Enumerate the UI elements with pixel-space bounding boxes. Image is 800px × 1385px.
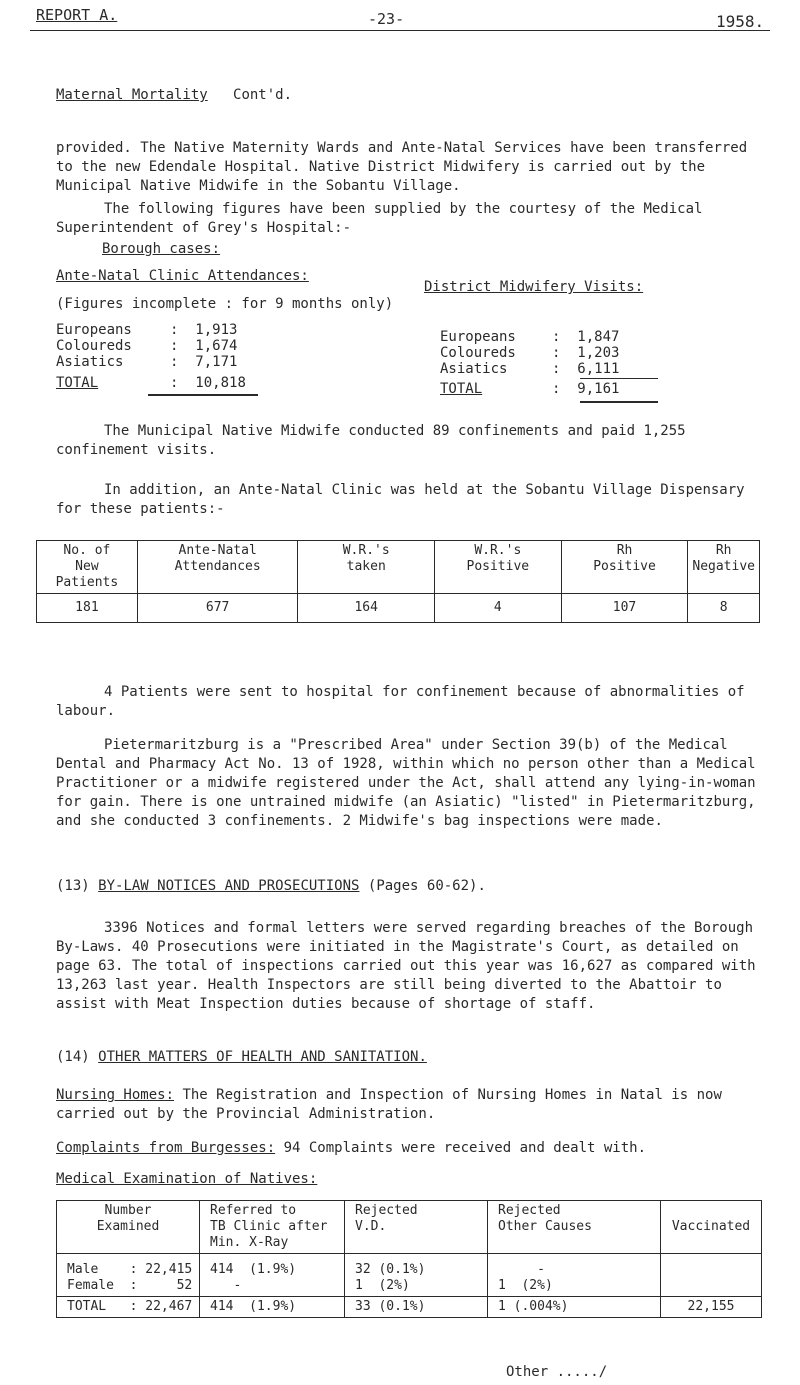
- district-row: Coloureds : 1,203: [440, 345, 620, 361]
- medical-examination-heading: Medical Examination of Natives:: [56, 1171, 318, 1187]
- paragraph-provided: provided. The Native Maternity Wards and Ante-Natal Services have been transferred to the new Edendale Hospital. Native District Midwifery is carried out by the Municipal Native Midwife in the Sobantu Village.: [56, 140, 748, 194]
- paragraph-municipal-midwife: The Municipal Native Midwife conducted 89 confinements and paid 1,255 confinement visits.: [56, 423, 686, 458]
- paragraph-abnormalities: 4 Patients were sent to hospital for confinement because of abnormalities of labour.: [56, 684, 745, 719]
- table-header-cell: No. of New Patients: [37, 541, 138, 594]
- antenatal-row: Coloureds : 1,674: [56, 338, 238, 354]
- table-cell: 107: [561, 594, 688, 623]
- table-header-cell: Rh Positive: [561, 541, 688, 594]
- table-cell: 33 (0.1%): [345, 1297, 488, 1318]
- table-header-cell: Referred to TB Clinic after Min. X-Ray: [200, 1201, 345, 1254]
- table-header-cell: W.R.'s taken: [298, 541, 435, 594]
- table-cell: 8: [688, 594, 760, 623]
- table-header-cell: Rejected V.D.: [345, 1201, 488, 1254]
- report-year: 1958.: [716, 12, 765, 31]
- table-cell: TOTAL : 22,467: [57, 1297, 200, 1318]
- paragraph-nursing-homes: Nursing Homes: The Registration and Inspection of Nursing Homes in Natal is now carried out by the Provincial Administration.: [56, 1087, 722, 1122]
- medical-examination-table: [56, 1200, 762, 1318]
- district-total: TOTAL : 9,161: [440, 381, 620, 397]
- continuation-footnote: Other ...../: [506, 1364, 608, 1380]
- table-header-cell: W.R.'s Positive: [434, 541, 561, 594]
- table-header-cell: Number Examined: [57, 1201, 200, 1254]
- section-heading: [56, 87, 292, 103]
- antenatal-heading: Ante-Natal Clinic Attendances:: [56, 268, 309, 284]
- table-row: [37, 594, 760, 623]
- antenatal-row: Asiatics : 7,171: [56, 354, 238, 370]
- table-cell: 181: [37, 594, 138, 623]
- district-row: Asiatics : 6,111: [440, 361, 620, 377]
- table-header-cell: Rejected Other Causes: [488, 1201, 661, 1254]
- paragraph-figures-intro: The following figures have been supplied by the courtesy of the Medical Superintendent of Grey's Hospital:-: [56, 201, 703, 236]
- table-header-cell: Vaccinated: [661, 1201, 762, 1254]
- antenatal-row: Europeans : 1,913: [56, 322, 238, 338]
- section-heading-suffix: Cont'd.: [233, 87, 293, 103]
- district-sum-rule: [580, 378, 658, 379]
- table-cell: 414 (1.9%) -: [200, 1254, 345, 1297]
- table-cell: [661, 1254, 762, 1297]
- antenatal-total-rule: [148, 394, 258, 396]
- table-cell: 414 (1.9%): [200, 1297, 345, 1318]
- paragraph-complaints: Complaints from Burgesses: 94 Complaints were received and dealt with.: [56, 1140, 647, 1156]
- antenatal-clinic-table: [36, 540, 760, 623]
- antenatal-total: TOTAL : 10,818: [56, 375, 246, 391]
- paragraph-prescribed-area: Pietermaritzburg is a "Prescribed Area" under Section 39(b) of the Medical Dental and Pharmacy Act No. 13 of 1928, within which no person other than a Medical Practitioner or a midwife registered under the Act, shall attend any lying-in-woman for gain. There is one untrained midwife (an Asiatic) "listed" in Pietermaritzburg, and she conducted 3 confinements. 2 Midwife's bag inspections were made.: [56, 737, 756, 829]
- district-heading: District Midwifery Visits:: [424, 279, 644, 295]
- section-14-heading: (14) OTHER MATTERS OF HEALTH AND SANITATION.: [56, 1049, 427, 1065]
- table-cell: 677: [137, 594, 298, 623]
- table-row: [57, 1297, 762, 1318]
- page-number: -23-: [368, 10, 405, 28]
- header-rule: [30, 30, 770, 31]
- paragraph-sobantu-clinic: In addition, an Ante-Natal Clinic was held at the Sobantu Village Dispensary for these patients:-: [56, 482, 745, 517]
- borough-heading: Borough cases:: [102, 241, 221, 257]
- table-cell: 4: [434, 594, 561, 623]
- table-header-cell: Ante-Natal Attendances: [137, 541, 298, 594]
- report-label: REPORT A.: [36, 6, 118, 24]
- table-cell: Male : 22,415 Female : 52: [57, 1254, 200, 1297]
- table-cell: 22,155: [661, 1297, 762, 1318]
- section-13-heading: (13) BY-LAW NOTICES AND PROSECUTIONS (Pages 60-62).: [56, 878, 486, 894]
- district-figures: [440, 329, 619, 377]
- table-header-row: [57, 1201, 762, 1254]
- table-row: [57, 1254, 762, 1297]
- antenatal-note: (Figures incomplete : for 9 months only): [56, 296, 394, 312]
- district-total-rule: [580, 401, 658, 403]
- section-heading-title: Maternal Mortality: [56, 87, 208, 103]
- table-cell: 32 (0.1%) 1 (2%): [345, 1254, 488, 1297]
- table-header-row: [37, 541, 760, 594]
- table-cell: 1 (.004%): [488, 1297, 661, 1318]
- table-cell: - 1 (2%): [488, 1254, 661, 1297]
- table-cell: 164: [298, 594, 435, 623]
- district-row: Europeans : 1,847: [440, 329, 620, 345]
- antenatal-figures: [56, 322, 237, 370]
- table-header-cell: Rh Negative: [688, 541, 760, 594]
- paragraph-bylaw-notices: 3396 Notices and formal letters were served regarding breaches of the Borough By-Laws. 40 Prosecutions were initiated in the Magistrate's Court, as detailed on page 63. The total of inspections carried out this year was 16,627 as compared with 13,263 last year. Health Inspectors are still being diverted to the Abattoir to assist with Meat Inspection duties because of shortage of staff.: [56, 920, 756, 1012]
